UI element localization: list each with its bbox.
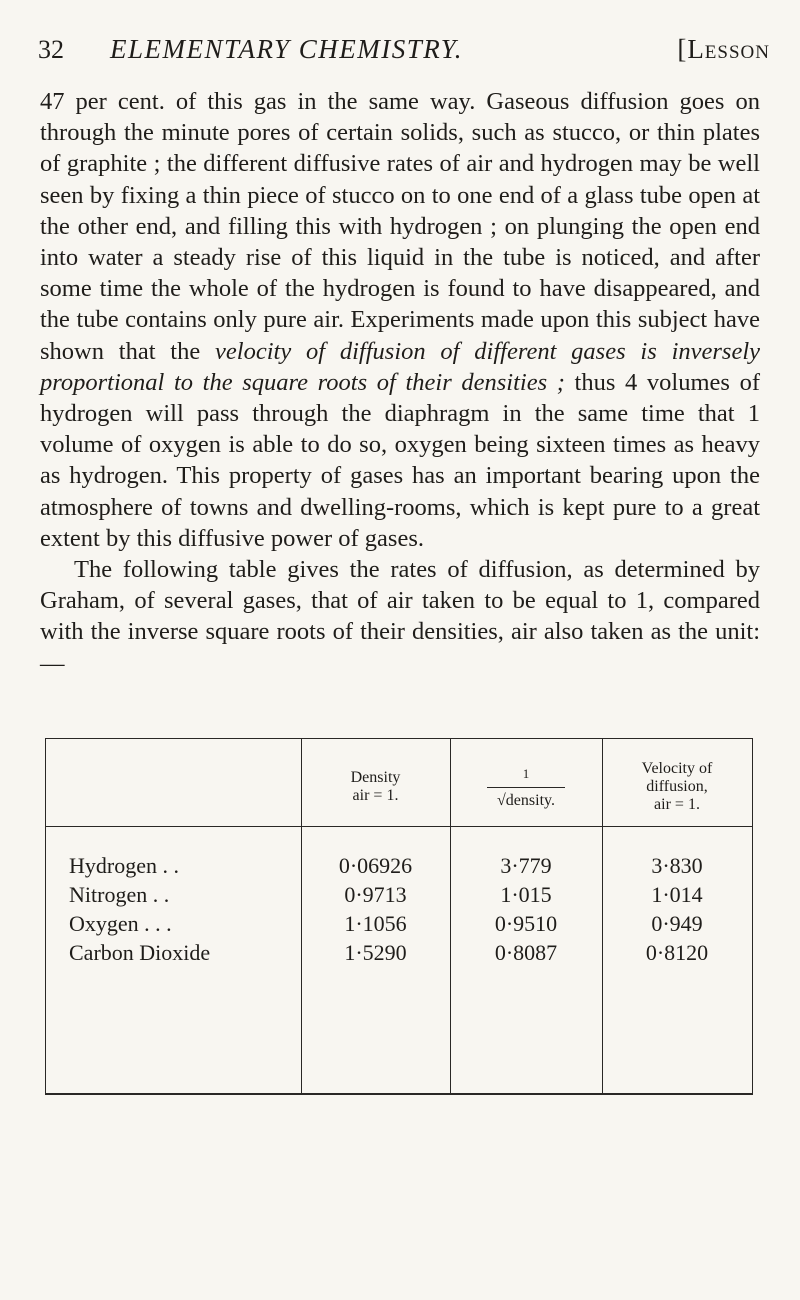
velocity-value: 0·8120 bbox=[645, 940, 709, 965]
header-text: air = 1. bbox=[654, 796, 700, 813]
table-row bbox=[45, 882, 753, 906]
table-row bbox=[45, 940, 753, 964]
paragraph-diffusion bbox=[40, 86, 760, 554]
table-header-rule bbox=[45, 826, 753, 827]
gas-name: Oxygen . . . bbox=[69, 911, 172, 936]
inverse-sqrt-value: 0·8087 bbox=[494, 940, 558, 965]
diffusion-table bbox=[45, 738, 753, 1098]
header-text: diffusion, bbox=[646, 778, 708, 795]
gas-name: Carbon Dioxide bbox=[69, 940, 211, 965]
inverse-sqrt-value: 1·015 bbox=[500, 882, 552, 907]
fraction-numerator: 1 bbox=[522, 765, 530, 781]
emphasized-law: velocity of diffusion of different gases is inversely proportional to the square roots of their densities ; bbox=[40, 337, 760, 396]
density-value: 0·06926 bbox=[338, 853, 413, 878]
velocity-value: 1·014 bbox=[651, 882, 703, 907]
density-value: 1·5290 bbox=[344, 940, 407, 965]
table-bottom-rule bbox=[45, 1093, 753, 1095]
header-text: Velocity of bbox=[641, 760, 713, 777]
table-row bbox=[45, 911, 753, 935]
body-text bbox=[40, 86, 760, 679]
inverse-sqrt-value: 0·9510 bbox=[494, 911, 558, 936]
inverse-sqrt-value: 3·779 bbox=[500, 853, 552, 878]
fraction-bar bbox=[487, 787, 565, 788]
header-density bbox=[301, 752, 450, 822]
table-top-rule bbox=[45, 738, 753, 739]
header-velocity bbox=[602, 752, 752, 822]
density-value: 0·9713 bbox=[344, 882, 407, 907]
velocity-value: 0·949 bbox=[651, 911, 703, 936]
header-text: Density bbox=[350, 769, 401, 786]
paragraph-text: thus 4 volumes of hydrogen will pass through the diaphragm in the same time that 1 volume of oxygen is able to do so, oxygen being sixteen times as heavy as hydrogen. This property of gases has an important bearing upon the atmosphere of towns and dwelling-rooms, which is kept pure to a great extent by this diffusive power of gases. bbox=[40, 368, 761, 552]
paragraph-text: 47 per cent. of this gas in the same way. Gaseous diffusion goes on through the minute pores of certain solids, such as stucco, or thin plates of graphite ; the different diffusive rates of air and hydrogen may be well seen by fixing a thin piece of stucco on to one end of a glass tube open at the other end, and filling this with hydrogen ; on plunging the open end into water a steady rise of this liquid in the tube is noticed, and after some time the whole of the hydrogen is found to have disappeared, and the tube contains only pure air. Experiments made upon this subject have shown that the bbox=[40, 88, 760, 365]
running-head bbox=[38, 34, 770, 74]
book-title: ELEMENTARY CHEMISTRY. bbox=[110, 34, 464, 64]
header-inverse-sqrt bbox=[450, 752, 602, 822]
page-number: 32 bbox=[38, 35, 64, 64]
velocity-value: 3·830 bbox=[651, 853, 703, 878]
paragraph-table-intro: The following table gives the rates of diffusion, as determined by Graham, of several gases, that of air taken to be equal to 1, compared with the inverse square roots of their densities, air also taken as the unit:— bbox=[40, 556, 760, 677]
header-text: air = 1. bbox=[352, 787, 399, 804]
fraction-denominator: √density. bbox=[497, 791, 555, 809]
density-value: 1·1056 bbox=[344, 911, 407, 936]
table-row bbox=[45, 853, 753, 877]
gas-name: Nitrogen . . bbox=[69, 882, 170, 907]
section-label: [Lesson bbox=[677, 34, 770, 64]
gas-name: Hydrogen . . bbox=[69, 853, 179, 878]
